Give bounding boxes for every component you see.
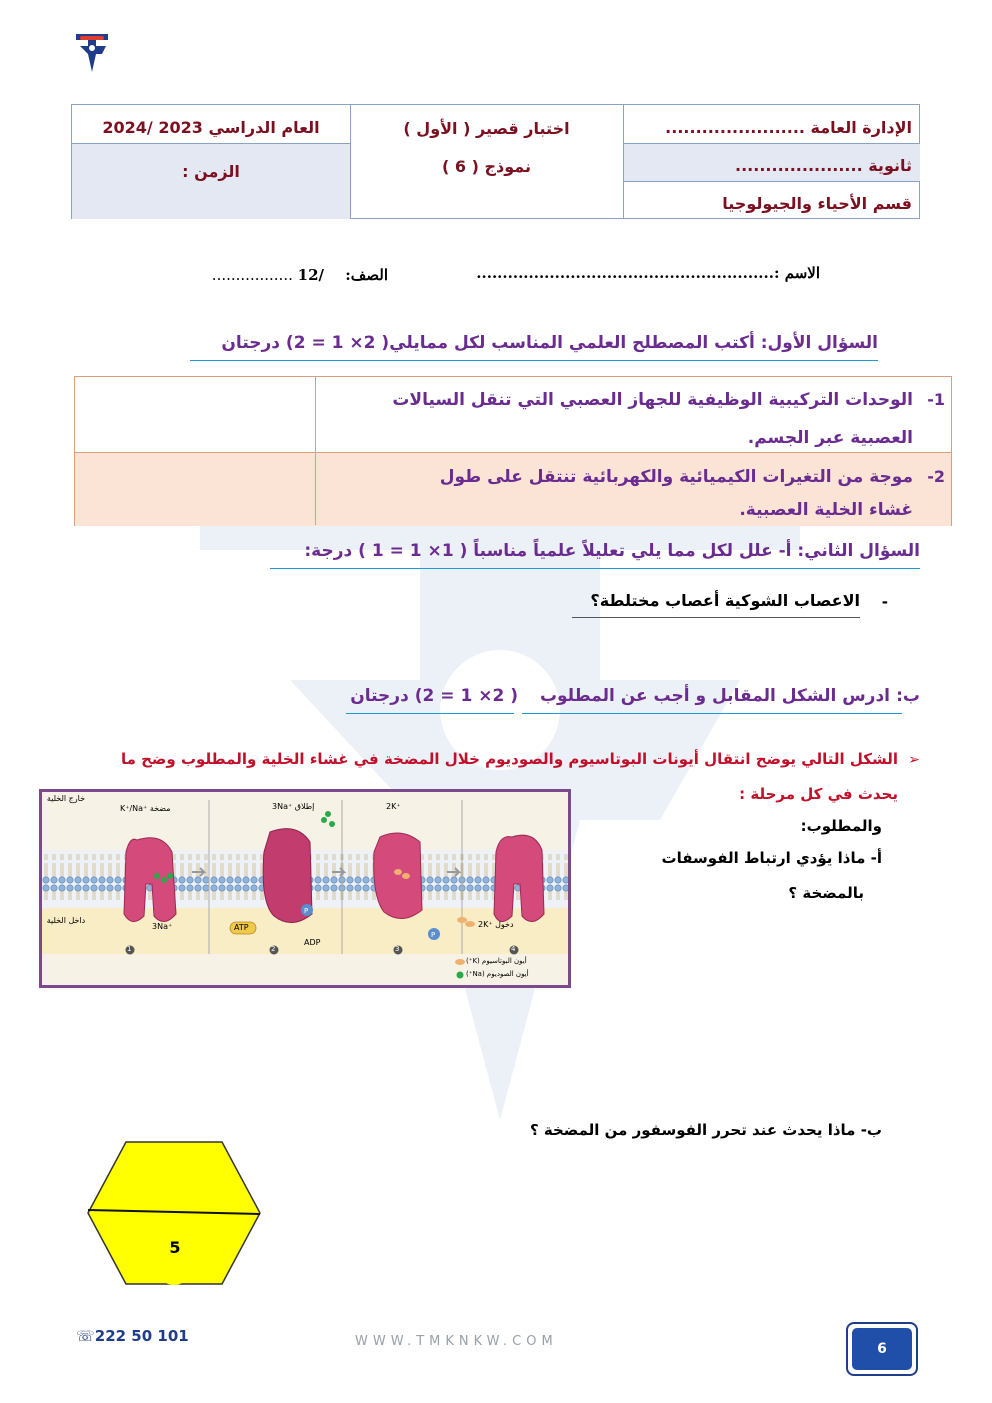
header-table <box>71 104 920 219</box>
atp-label: ATP <box>234 923 249 932</box>
q1-item-2-number: 2- <box>927 467 945 486</box>
school-year: العام الدراسي 2023 /2024 <box>102 117 320 137</box>
legend-sodium: أيون الصوديوم (Na⁺) <box>466 970 529 978</box>
outside-cell-label: خارج الخلية <box>46 794 86 803</box>
question-a-line2: بالمضخة ؟ <box>788 884 864 902</box>
k-entry-label: 2K⁺ دخول <box>478 920 514 929</box>
arrow-bullet-icon: ➢ <box>908 752 920 768</box>
logo-icon <box>72 26 112 74</box>
admin-label: الإدارة العامة ....................... <box>665 117 912 137</box>
school-label: ثانوية ..................... <box>735 155 912 175</box>
score-hexagon <box>86 1140 262 1286</box>
k-label: 2K⁺ <box>386 802 401 811</box>
figure-description-line1: الشكل التالي يوضح انتقال أيونات البوتاسيوم والصوديوم خلال المضخة في غشاء الخلية والمطلوب وضح ما <box>120 750 898 768</box>
sodium-potassium-pump-figure <box>39 789 571 988</box>
q1-answer-2[interactable] <box>75 452 315 526</box>
q2-title: السؤال الثاني: أ- علل لكل مما يلي تعليلاً علمياً مناسباً ( 1× 1 = 1 ) درجة: <box>304 541 920 561</box>
q1-answer-1[interactable] <box>75 377 315 452</box>
legend-potassium: أيون البوتاسيوم (K⁺) <box>466 957 527 965</box>
score-number: 5 <box>169 1238 181 1257</box>
q1-item-2-line1: موجة من التغيرات الكيميائية والكهربائية تنتقل على طول <box>439 467 913 487</box>
q2-item: الاعصاب الشوكية أعصاب مختلطة؟ <box>590 591 860 610</box>
question-b: ب- ماذا يحدث عند تحرر الفوسفور من المضخة ؟ <box>529 1121 882 1139</box>
class-number: 12/ <box>297 266 324 284</box>
step-1: 1 <box>127 945 132 953</box>
q1-item-2-line2: غشاء الخلية العصبية. <box>739 500 913 520</box>
na-label: 3Na⁺ <box>152 922 173 931</box>
exam-title: اختبار قصير ( الأول ) <box>403 118 570 138</box>
inside-cell-label: داخل الخلية <box>46 916 86 925</box>
figure-description-line2: يحدث في كل مرحلة : <box>739 785 898 803</box>
svg-text:P: P <box>431 931 436 939</box>
q1-item-1-line2: العصبية عبر الجسم. <box>747 428 913 448</box>
q2-item-dash: - <box>881 593 888 611</box>
step-2: 2 <box>271 945 276 953</box>
class-label: الصف: <box>345 266 388 284</box>
part-b-title: ادرس الشكل المقابل و أجب عن المطلوب <box>539 686 890 706</box>
department-label: قسم الأحياء والجيولوجيا <box>722 193 912 213</box>
na-release-label: 3Na⁺ إطلاق <box>272 802 315 811</box>
exam-model: نموذج ( 6 ) <box>442 156 531 176</box>
q1-item-1-line1: الوحدات التركيبية الوظيفية للجهاز العصبي التي تنقل السيالات <box>392 390 913 410</box>
adp-label: ADP <box>304 938 321 947</box>
question-a-line1: أ- ماذا يؤدي ارتباط الفوسفات <box>661 849 882 867</box>
student-name-field: الاسم :......................................................... <box>476 264 820 282</box>
q1-title: السؤال الأول: أكتب المصطلح العلمي المناسب لكل ممايلي( 2× 1 = 2) درجتان <box>221 333 878 353</box>
q1-item-1-number: 1- <box>927 390 945 409</box>
class-dots: ................. <box>211 266 293 284</box>
class-value <box>184 266 324 284</box>
pump-label: K⁺/Na⁺ مضخة <box>120 804 171 813</box>
step-4: 4 <box>511 945 516 953</box>
q1-table <box>74 376 952 526</box>
svg-text:P: P <box>304 907 309 915</box>
part-b-marks: ( 2× 1 = 2) درجتان <box>350 686 518 706</box>
part-b-prefix: ب: <box>896 686 920 706</box>
required-label: والمطلوب: <box>800 817 882 835</box>
step-3: 3 <box>395 945 400 953</box>
phone-number: ☏222 50 101 <box>76 1327 189 1345</box>
time-label: الزمن : <box>182 161 240 181</box>
page-number: 6 <box>852 1328 912 1370</box>
page-number-box <box>846 1322 918 1376</box>
website-url[interactable]: WWW.TMKNKW.COM <box>355 1334 558 1349</box>
